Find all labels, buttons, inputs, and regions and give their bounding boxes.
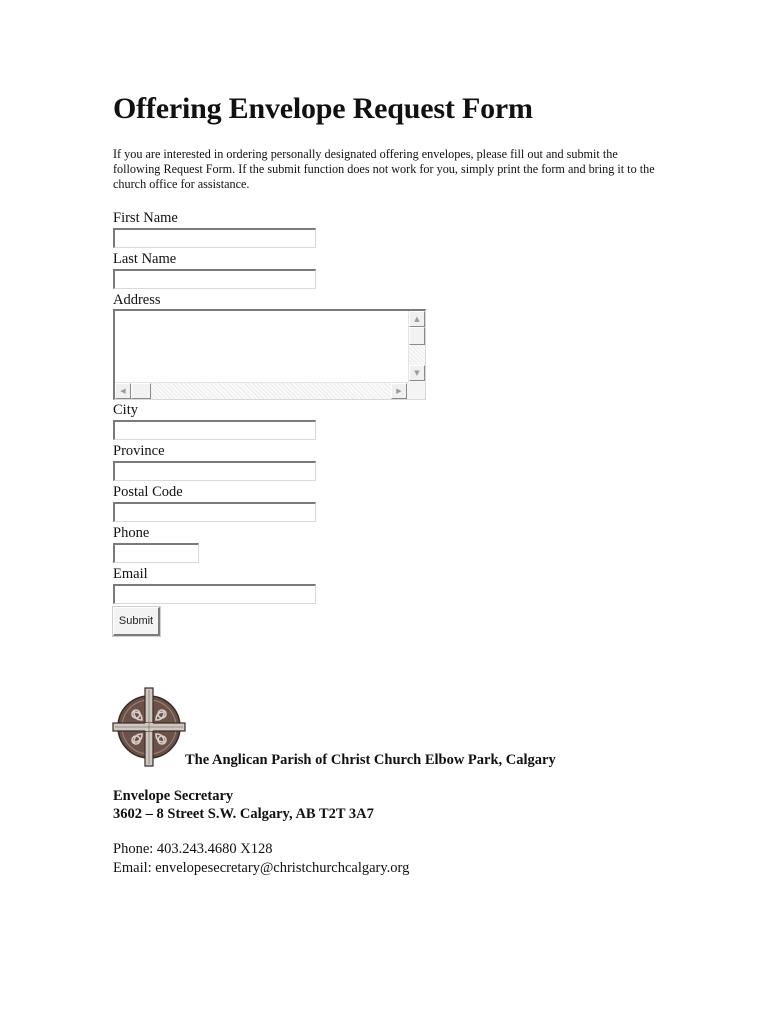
last-name-input[interactable] xyxy=(113,269,316,289)
last-name-label: Last Name xyxy=(113,251,177,267)
address-horizontal-scrollbar[interactable] xyxy=(115,382,408,399)
province-input[interactable] xyxy=(113,461,316,481)
city-label: City xyxy=(113,402,138,418)
phone-label: Phone xyxy=(113,525,150,541)
email-label: Email xyxy=(113,566,148,582)
scroll-left-icon[interactable]: ◀ xyxy=(115,383,131,399)
vertical-scroll-thumb[interactable] xyxy=(409,327,425,345)
address-textarea-frame xyxy=(113,309,426,400)
celtic-cross-logo-icon xyxy=(112,687,186,767)
scroll-down-icon[interactable]: ▼ xyxy=(409,365,425,381)
horizontal-scroll-thumb[interactable] xyxy=(131,383,151,399)
scroll-up-icon[interactable]: ▲ xyxy=(409,311,425,327)
parish-name: The Anglican Parish of Christ Church Elbow Park, Calgary xyxy=(185,752,556,768)
scroll-right-icon[interactable]: ▶ xyxy=(391,383,407,399)
city-input[interactable] xyxy=(113,420,316,440)
phone-input[interactable] xyxy=(113,543,199,563)
contact-phone: Phone: 403.243.4680 X128 xyxy=(113,841,273,857)
contact-title: Envelope Secretary xyxy=(113,788,234,804)
province-label: Province xyxy=(113,443,165,459)
address-label: Address xyxy=(113,292,161,308)
address-textarea[interactable] xyxy=(115,311,408,383)
contact-address: 3602 – 8 Street S.W. Calgary, AB T2T 3A7 xyxy=(113,806,374,822)
address-vertical-scrollbar[interactable] xyxy=(408,311,425,382)
contact-email: Email: envelopesecretary@christchurchcalgary.org xyxy=(113,860,410,876)
scroll-corner xyxy=(408,382,425,399)
intro-text: If you are interested in ordering personally designated offering envelopes, please fill out and submit the following Request Form. If the submit function does not work for you, simply print the form and bring it to the church office for assistance. xyxy=(113,147,655,191)
first-name-input[interactable] xyxy=(113,228,316,248)
email-input[interactable] xyxy=(113,584,316,604)
first-name-label: First Name xyxy=(113,210,178,226)
postal-code-label: Postal Code xyxy=(113,484,183,500)
page-title: Offering Envelope Request Form xyxy=(113,92,533,125)
submit-button[interactable]: Submit xyxy=(113,607,160,636)
postal-code-input[interactable] xyxy=(113,502,316,522)
